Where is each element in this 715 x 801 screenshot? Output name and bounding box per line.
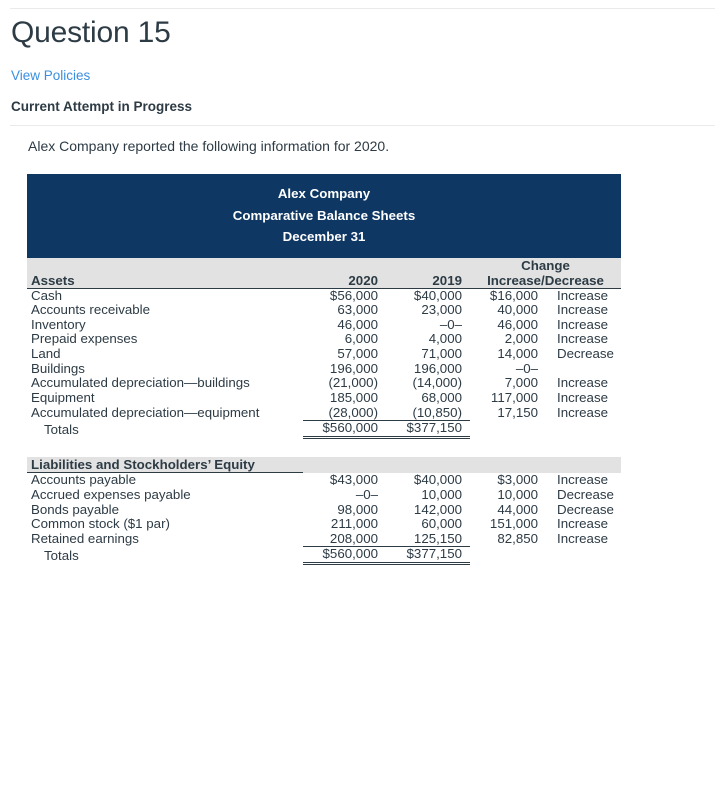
row-direction: Increase [557,316,608,332]
totals-2019: $377,150 [386,547,470,564]
table-row [27,347,621,362]
row-label: Common stock ($1 par) [31,516,170,532]
totals-label: Totals [44,421,79,437]
totals-label: Totals [44,547,79,563]
row-label: Accounts payable [31,472,136,488]
table-row [27,488,621,503]
table-header-row [27,273,621,289]
row-label: Buildings [31,360,85,376]
table-row [27,532,621,547]
row-direction: Increase [557,531,608,547]
row-2019: $40,000 [413,472,462,488]
row-2020: 208,000 [303,532,386,547]
row-2020: 185,000 [329,389,378,405]
row-change: 10,000 [497,486,538,502]
row-2019: 125,150 [386,532,470,547]
row-change: 40,000 [497,302,538,318]
table-row [27,473,621,488]
row-label: Accumulated depreciation—buildings [31,375,250,391]
row-2019: 71,000 [421,346,462,362]
banner-date: December 31 [282,229,366,245]
row-label: Inventory [31,316,86,332]
assets-totals-row [27,421,621,438]
row-2019: –0– [439,316,462,332]
row-label: Retained earnings [31,531,139,547]
row-change: 14,000 [497,346,538,362]
balance-sheet-table [27,258,621,566]
table-row [27,332,621,347]
page-title: Question 15 [11,16,171,49]
row-change: 17,150 [497,405,538,421]
row-direction: Decrease [557,501,614,517]
row-2020: –0– [355,486,378,502]
table-row [27,376,621,391]
row-2020: 46,000 [337,316,378,332]
liabilities-section-label: Liabilities and Stockholders’ Equity [27,457,303,473]
question-intro-text: Alex Company reported the following information for 2020. [28,138,390,154]
totals-2020: $560,000 [303,547,386,564]
row-2019: 10,000 [421,486,462,502]
table-row [27,406,621,421]
row-2020: $56,000 [329,287,378,303]
row-label: Accrued expenses payable [31,486,191,502]
totals-change [470,547,546,564]
row-label: Equipment [31,389,95,405]
row-2019: $40,000 [413,287,462,303]
row-direction: Increase [557,302,608,318]
row-2019: 142,000 [413,501,462,517]
row-direction: Increase [557,331,608,347]
row-2019: (14,000) [412,375,462,391]
row-change: –0– [515,360,538,376]
row-label: Cash [31,287,63,303]
row-change: $16,000 [489,287,538,303]
row-2020: 63,000 [337,302,378,318]
totals-2020: $560,000 [303,421,386,438]
row-2019: 4,000 [428,331,462,347]
table-row [27,288,621,303]
view-policies-link[interactable]: View Policies [11,68,91,83]
section-divider [10,125,715,126]
row-2020: 6,000 [344,331,378,347]
liabilities-totals-row [27,547,621,564]
row-direction: Increase [557,516,608,532]
row-direction: Increase [557,472,608,488]
totals-direction [546,547,621,564]
row-change: 82,850 [497,531,538,547]
row-change: $3,000 [497,472,538,488]
row-2019: 23,000 [421,302,462,318]
top-divider [10,8,715,9]
row-change: 46,000 [497,316,538,332]
increase-decrease-column-header: Increase/Decrease [470,273,621,289]
row-change: 2,000 [504,331,538,347]
table-row [27,391,621,406]
banner-company: Alex Company [277,186,371,201]
row-change: 117,000 [490,389,538,405]
row-change: 151,000 [489,516,538,532]
row-2020: (28,000) [303,406,386,421]
comparative-balance-sheet [27,174,621,565]
row-label: Accumulated depreciation—equipment [31,405,260,421]
row-change: 44,000 [497,501,538,517]
assets-column-header: Assets [27,273,303,289]
totals-2019: $377,150 [386,421,470,438]
section-spacer [27,437,621,457]
row-label: Accounts receivable [31,302,150,318]
row-label: Land [31,346,61,362]
row-2020: $43,000 [329,472,378,488]
table-header-top-row [27,258,621,273]
attempt-status: Current Attempt in Progress [11,99,193,114]
row-2019: (10,850) [386,406,470,421]
row-direction: Decrease [557,346,614,362]
table-row [27,503,621,518]
row-2020: 98,000 [337,501,378,517]
row-2019: 60,000 [421,516,462,532]
row-direction: Decrease [557,486,614,502]
row-2020: (21,000) [328,375,378,391]
row-direction: Increase [557,389,608,405]
liabilities-section-header [27,457,621,473]
row-label: Prepaid expenses [31,331,138,347]
row-direction: Increase [557,287,608,303]
banner-title: Comparative Balance Sheets [232,207,416,223]
row-direction: Increase [557,375,608,391]
row-2019: 68,000 [421,389,462,405]
row-2019: 196,000 [413,360,462,376]
row-change: 7,000 [504,375,538,391]
table-row [27,303,621,318]
table-row [27,517,621,532]
table-row [27,362,621,377]
totals-change [470,421,546,438]
row-2020: 196,000 [329,360,378,376]
statement-banner [27,174,621,258]
row-2020: 57,000 [337,346,378,362]
row-2020: 211,000 [330,516,378,532]
change-header-label: Change [470,258,621,273]
year-2020-column-header: 2020 [303,273,386,289]
totals-direction [546,421,621,438]
table-row [27,318,621,333]
year-2019-column-header: 2019 [386,273,470,289]
row-direction: Increase [557,405,608,421]
row-label: Bonds payable [31,501,119,517]
row-direction [546,362,621,377]
